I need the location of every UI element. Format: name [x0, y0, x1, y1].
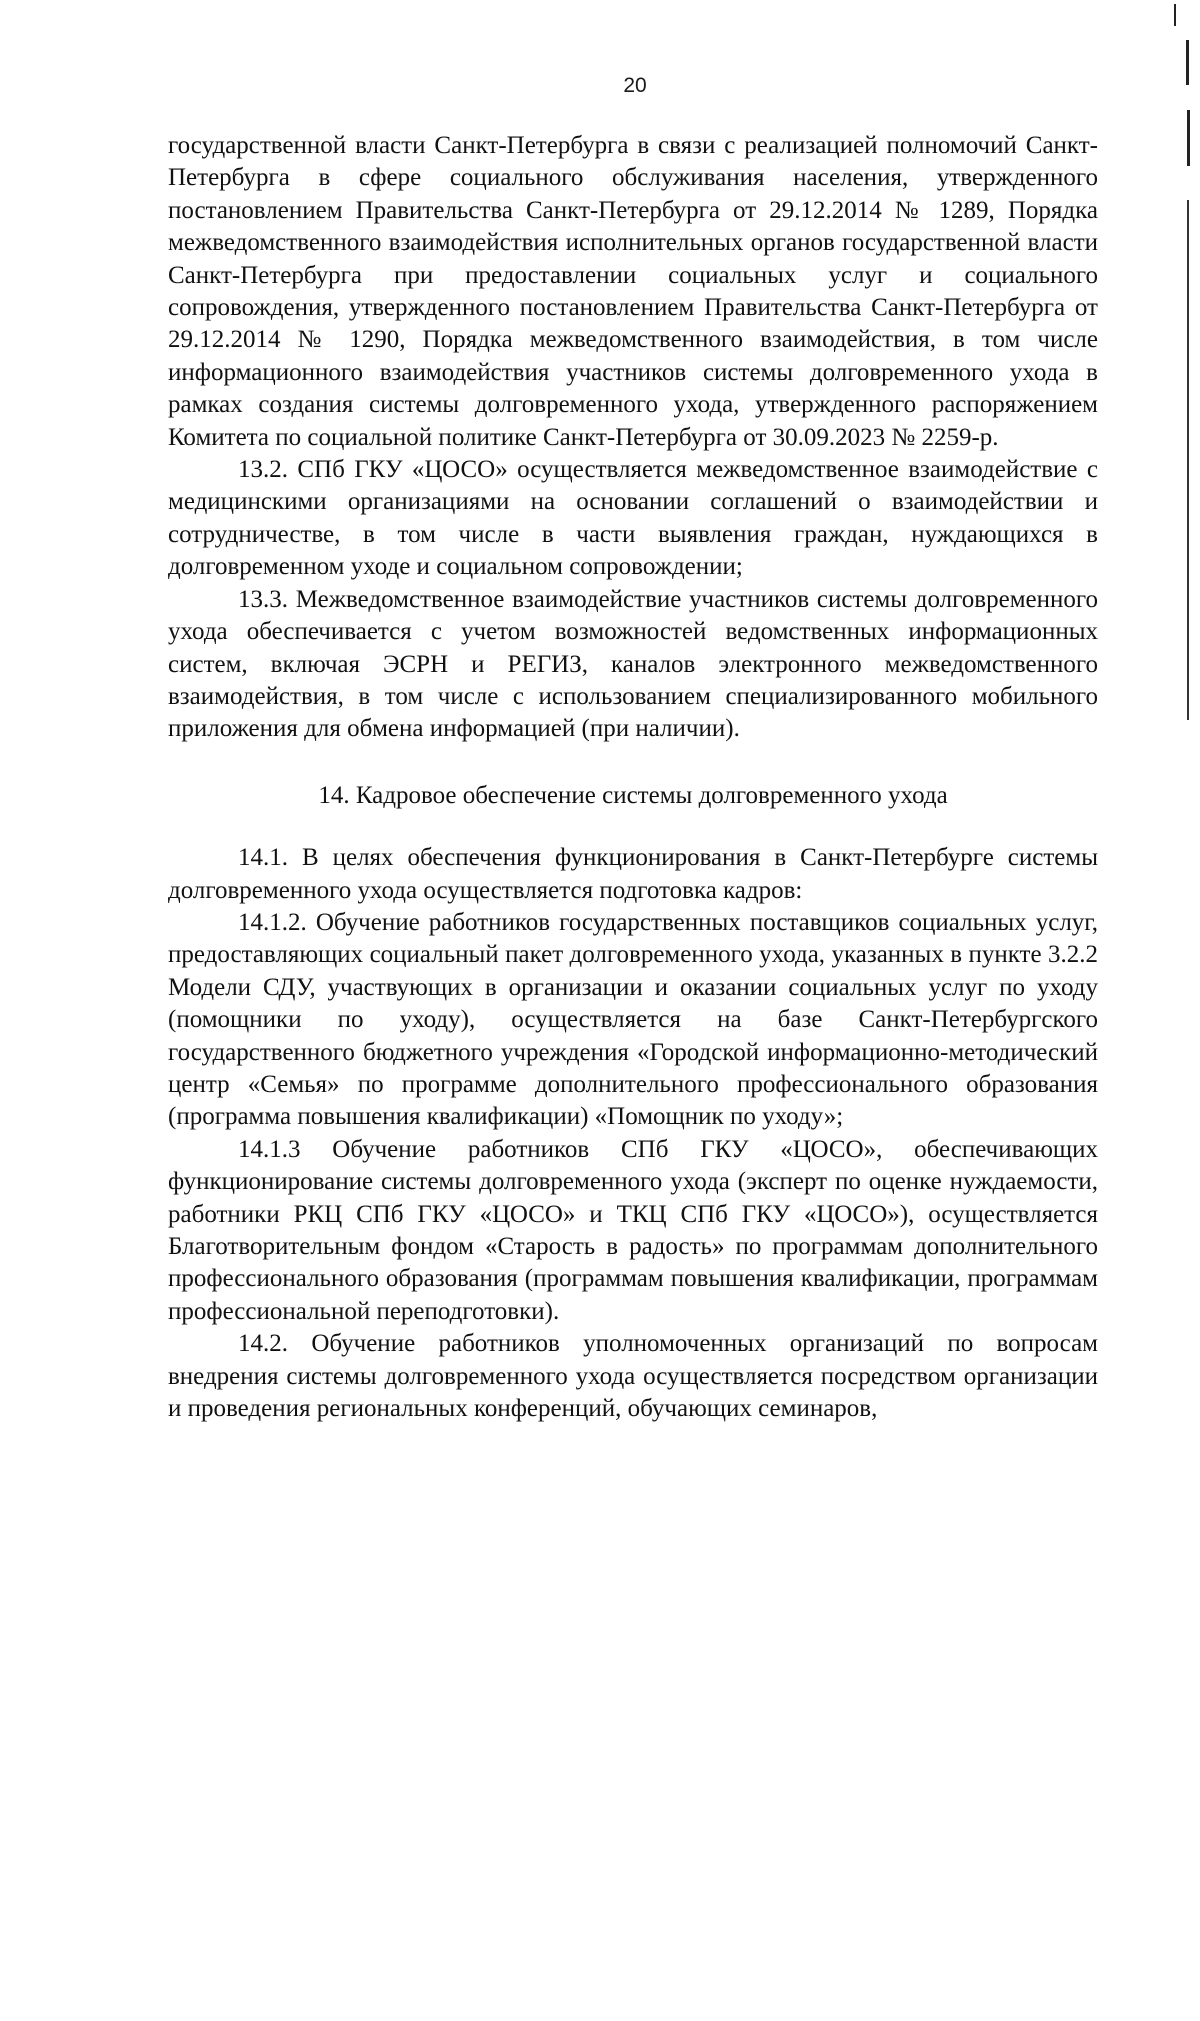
paragraph-14-1-2: 14.1.2. Обучение работников государственных поставщиков социальных услуг, предоставляющих социальный пакет долговременного ухода, указанных в пункте 3.2.2 Модели СДУ, участвующих в организации и оказании социальных услуг по уходу (помощники по уходу), осуществляется на базе Санкт-Петербургского государственного бюджетного учреждения «Городской информационно-методический центр «Семья» по программе дополнительного профессионального образования (программа повышения квалификации) «Помощник по уходу»; — [168, 908, 1098, 1131]
paragraph-14-1-3: 14.1.3 Обучение работников СПб ГКУ «ЦОСО», обеспечивающих функционирование системы долговременного ухода (эксперт по оценке нуждаемости, работники РКЦ СПб ГКУ «ЦОСО» и ТКЦ СПб ГКУ «ЦОСО»), осуществляется Благотворительным фондом «Старость в радость» по программам дополнительного профессионального образования (программам повышения квалификации, программам профессиональной переподготовки). — [168, 1135, 1098, 1325]
page-number: 20 — [623, 74, 647, 97]
scan-edge-mark — [1186, 40, 1189, 85]
scan-edge-mark — [1174, 4, 1176, 26]
document-body — [168, 130, 1098, 1425]
paragraph-14-2: 14.2. Обучение работников уполномоченных организаций по вопросам внедрения системы долговременного ухода осуществляется посредством организации и проведения региональных конференций, обучающих семинаров, — [168, 1330, 1098, 1423]
paragraph-13-3: 13.3. Межведомственное взаимодействие участников системы долговременного ухода обеспечивается с учетом возможностей ведомственных информационных систем, включая ЭСРН и РЕГИЗ, каналов электронного межведомственного взаимодействия, в том числе с использованием специализированного мобильного приложения для обмена информацией (при наличии). — [168, 585, 1098, 743]
scan-edge-mark — [1187, 110, 1190, 166]
scan-edge-mark — [1187, 200, 1189, 720]
paragraph-13-2: 13.2. СПб ГКУ «ЦОСО» осуществляется межведомственное взаимодействие с медицинскими организациями на основании соглашений о взаимодействии и сотрудничестве, в том числе в части выявления граждан, нуждающихся в долговременном уходе и социальном сопровождении; — [168, 456, 1098, 581]
section-heading: 14. Кадровое обеспечение системы долговременного ухода — [318, 781, 948, 809]
paragraph-continuation: государственной власти Санкт-Петербурга в связи с реализацией полномочий Санкт-Петербурга в сфере социального обслуживания населения, утвержденного постановлением Правительства Санкт-Петербурга от 29.12.2014 № 1289, Порядка межведомственного взаимодействия исполнительных органов государственной власти Санкт-Петербурга при предоставлении социальных услуг и социального сопровождения, утвержденного постановлением Правительства Санкт-Петербурга от 29.12.2014 № 1290, Порядка межведомственного взаимодействия, в том числе информационного взаимодействия участников системы долговременного ухода в рамках создания системы долговременного ухода, утвержденного распоряжением Комитета по социальной политике Санкт-Петербурга от 30.09.2023 № 2259-р. — [168, 132, 1098, 451]
paragraph-14-1: 14.1. В целях обеспечения функционирования в Санкт-Петербурге системы долговременного ухода осуществляется подготовка кадров: — [168, 844, 1098, 904]
